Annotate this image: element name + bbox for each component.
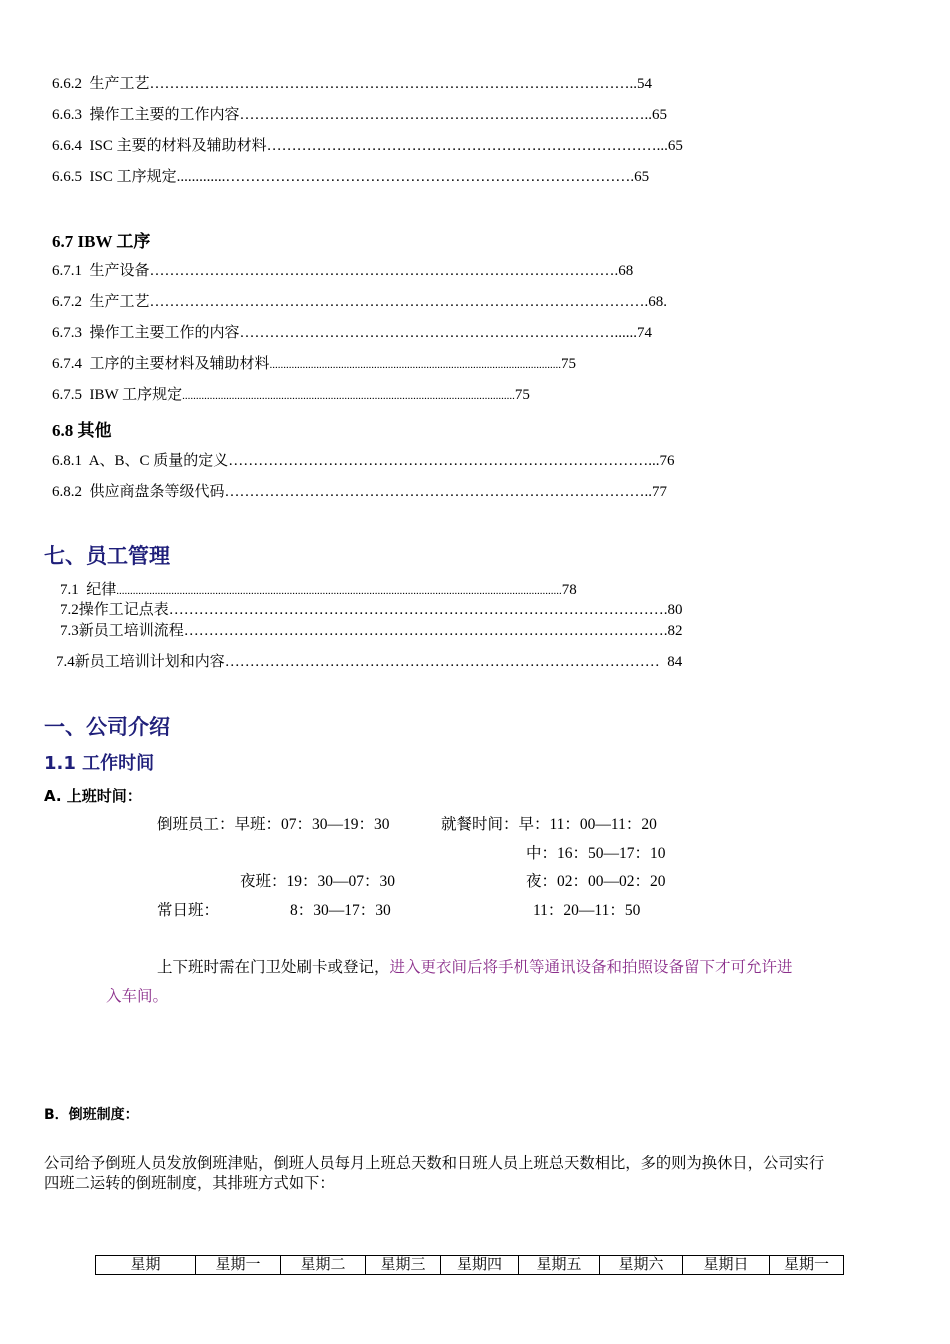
toc-page: .80 xyxy=(663,602,683,618)
paragraph-line: 四班二运转的倒班制度，其排班方式如下： xyxy=(44,1175,335,1192)
toc-page: .82 xyxy=(663,623,683,639)
toc-title: A、B、C 质量的定义 xyxy=(88,453,229,469)
toc-page: .68 xyxy=(614,263,634,279)
toc-entry[interactable] xyxy=(60,580,577,601)
toc-title: IBW 工序规定 xyxy=(89,387,183,403)
toc-title: 新员工培训计划和内容 xyxy=(74,654,225,670)
chapter-heading-1: 一、公司介绍 xyxy=(44,715,170,739)
meal-time-text: 中：16：50—17：10 xyxy=(526,845,666,862)
section-heading-1-1: 1.1 工作时间 xyxy=(44,753,155,774)
subsection-a-heading: A. 上班时间： xyxy=(44,787,142,805)
toc-page: 75 xyxy=(561,356,577,372)
toc-page: ..77 xyxy=(644,484,668,500)
table-header-cell: 星期六 xyxy=(600,1256,683,1275)
toc-entry[interactable] xyxy=(52,292,667,312)
toc-number: 6.7.5 xyxy=(52,387,82,403)
toc-number: 7.4 xyxy=(56,654,75,670)
toc-title: 生产工艺 xyxy=(89,76,150,92)
toc-entry[interactable] xyxy=(52,261,633,281)
toc-leader: …………………………………………………………………………………… xyxy=(183,623,664,639)
toc-page: 84 xyxy=(667,654,683,670)
toc-title: 生产工艺 xyxy=(89,294,150,310)
table-header-cell: 星期一 xyxy=(196,1256,281,1275)
note-line-1 xyxy=(157,958,793,978)
note-line-2: 入车间。 xyxy=(106,988,169,1005)
toc-number: 6.6.5 xyxy=(52,169,82,185)
toc-leader: ………………………………………………………………………………… xyxy=(149,263,615,279)
toc-number: 6.8.2 xyxy=(52,484,82,500)
toc-number: 7.2 xyxy=(60,602,79,618)
toc-leader: ……………………………………………………………………… xyxy=(239,107,645,123)
toc-entry[interactable] xyxy=(52,136,683,156)
toc-title: ISC 工序规定 xyxy=(89,169,177,185)
shift-rotation-table xyxy=(95,1255,844,1275)
toc-page: ...76 xyxy=(648,453,675,469)
toc-entry[interactable] xyxy=(52,354,576,375)
toc-leader: ………………………………………………………………………… xyxy=(224,484,645,500)
toc-page: ...65 xyxy=(656,138,683,154)
toc-entry[interactable] xyxy=(52,385,530,406)
subsection-b-heading: B．倒班制度： xyxy=(44,1107,139,1123)
table-header-cell: 星期一 xyxy=(770,1256,844,1275)
toc-page: .65 xyxy=(630,169,650,185)
toc-page: .68. xyxy=(644,294,668,310)
toc-entry[interactable] xyxy=(52,105,667,125)
section-heading-6-7: 6.7 IBW 工序 xyxy=(52,232,151,251)
toc-page: ..65 xyxy=(644,107,668,123)
toc-page: 75 xyxy=(514,387,530,403)
toc-title: ISC 主要的材料及辅助材料 xyxy=(89,138,267,154)
toc-leader: ………………………………………………………………………… xyxy=(228,453,649,469)
toc-title: 新员工培训流程 xyxy=(78,623,184,639)
toc-title: 纪律 xyxy=(86,582,117,598)
toc-leader: .......................................................................................................... xyxy=(269,359,562,371)
toc-entry[interactable] xyxy=(52,167,649,187)
toc-entry[interactable] xyxy=(52,451,675,471)
toc-leader: …………………………………………………………………… xyxy=(266,138,657,154)
toc-entry[interactable] xyxy=(52,482,667,502)
toc-page: ..54 xyxy=(629,76,653,92)
table-header-cell: 星期五 xyxy=(519,1256,600,1275)
note-text: 上下班时需在门卫处刷卡或登记， xyxy=(157,959,390,976)
toc-number: 7.3 xyxy=(60,623,79,639)
toc-title: 操作工主要的工作内容 xyxy=(89,107,240,123)
toc-leader: .............……………………………………………………………………… xyxy=(176,169,631,185)
table-header-cell: 星期四 xyxy=(441,1256,519,1275)
table-header-cell: 星期 xyxy=(96,1256,196,1275)
toc-page: ......74 xyxy=(614,325,653,341)
toc-leader: …………………………………………………………………………… xyxy=(224,654,660,670)
toc-leader: …………………………………………………………………………………… xyxy=(149,76,630,92)
toc-entry[interactable] xyxy=(60,621,683,641)
chapter-heading-7: 七、员工管理 xyxy=(44,544,170,568)
toc-entry[interactable] xyxy=(56,652,682,672)
toc-title: 操作工记点表 xyxy=(78,602,169,618)
shift-schedule-text: 常日班： xyxy=(157,902,220,919)
note-highlight-text: 进入更衣间后将手机等通讯设备和拍照设备留下才可允许进 xyxy=(389,959,793,976)
toc-leader: ……………………………………………………………………………………… xyxy=(149,294,645,310)
toc-title: 生产设备 xyxy=(89,263,150,279)
shift-schedule-text: 倒班员工：早班：07：30—19：30 xyxy=(157,816,390,833)
meal-time-text: 11：20—11：50 xyxy=(533,902,641,919)
toc-title: 工序的主要材料及辅助材料 xyxy=(89,356,270,372)
toc-number: 6.7.4 xyxy=(52,356,82,372)
toc-leader: ……………………………………………………………………………………… xyxy=(168,602,664,618)
table-header-cell: 星期日 xyxy=(683,1256,770,1275)
section-heading-6-8: 6.8 其他 xyxy=(52,421,112,440)
toc-number: 6.6.4 xyxy=(52,138,82,154)
toc-entry[interactable] xyxy=(60,600,683,620)
meal-time-text: 夜：02：00—02：20 xyxy=(526,873,666,890)
toc-number: 6.8.1 xyxy=(52,453,82,469)
toc-entry[interactable] xyxy=(52,323,652,343)
toc-leader: ………………………………………………………………… xyxy=(239,325,615,341)
meal-time-text: 就餐时间：早：11：00—11：20 xyxy=(441,816,657,833)
toc-title: 供应商盘条等级代码 xyxy=(89,484,225,500)
toc-number: 6.7.1 xyxy=(52,263,82,279)
toc-number: 7.1 xyxy=(60,582,79,598)
toc-number: 6.7.2 xyxy=(52,294,82,310)
toc-page: 78 xyxy=(561,582,577,598)
shift-schedule-text: 夜班：19：30—07：30 xyxy=(240,873,396,890)
table-header-cell: 星期三 xyxy=(366,1256,441,1275)
toc-number: 6.6.2 xyxy=(52,76,82,92)
toc-number: 6.7.3 xyxy=(52,325,82,341)
toc-number: 6.6.3 xyxy=(52,107,82,123)
paragraph-line: 公司给予倒班人员发放倒班津贴，倒班人员每月上班总天数和日班人员上班总天数相比，多的则为换休日，公司实行 xyxy=(44,1155,825,1172)
toc-entry[interactable] xyxy=(52,74,652,94)
toc-leader: .................................................................................................................................................................. xyxy=(116,585,562,597)
toc-title: 操作工主要工作的内容 xyxy=(89,325,240,341)
shift-schedule-text: 8：30—17：30 xyxy=(290,902,391,919)
table-row xyxy=(96,1256,844,1275)
toc-leader: ......................................................................................................................... xyxy=(182,390,515,402)
table-header-cell: 星期二 xyxy=(281,1256,366,1275)
